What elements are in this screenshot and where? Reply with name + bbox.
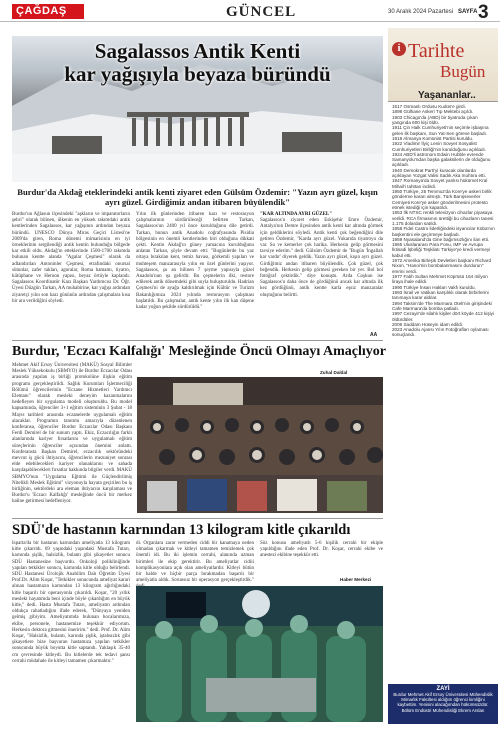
list-item: 1924 ABD'li astronom Edwin Hubble evrende Samanyolu'ndan başka galaksilerin de olduğunu açıkladı. <box>392 151 491 168</box>
surgery-team-photo <box>136 586 383 722</box>
article1-byline: AA <box>370 332 378 338</box>
section-title: GÜNCEL <box>226 4 297 20</box>
headline-sdu-kitle: SDÜ'de hastanın karnından 13 kilogram kitle çıkarıldı <box>12 522 351 538</box>
divider <box>12 518 383 519</box>
conference-audience-photo <box>137 377 383 513</box>
article3-column-1: Isparta'da bir hastanın karnından ameliyatla 13 kilogram kitle çıkarıldı. 69 yaşındaki yaşındaki Mustafa Tutarı, karnında şişlik, halsizlik, bulantı gibi şikayetler sonucu SDÜ Hastanesine başvurdu. Onkoloji polikliniğinde yapılan tetkikler sonucu, karnında kitle olduğu belirlendi. SDÜ Hastanesi Ürolojik Anabilim Dalı Öğretim Üyesi Prof.Dr. Alim Koşar, "Tetkikler sonucunda ameliyat karari alınan hastamızın karnından 13 kilogram ağırlığındaki kitle başarılı bir operasyonla çıkarıldı. Koşar, "20 yıllık mesleki hayatımda beni içinde böyle çıkardığım en büyük kitle," dedi. Hasta Mustafa Tutarı, ameliyatın ardından oldukça rahatladığını ifade ederek, "Dünyaya yeniden gelmiş gibiyim. Ameliyatımda bulunan hocalarımıza, ekibe, personele, hastanemize teşekkür ediyorum. Herkesin doktora gitmesini öneririm." dedi. Prof. Dr. Alim Koşar, "Halsizlik, bulantı, karında şişlik, iştahsızlık gibi şikayetlere bize başvuran hastamıza yapılan tetkikler sonucunda büyük boyutta kitle saptandı. Yaklaşık 35-40 cm çevresinde kitleydi. Bu kitlelerde tek tedavi şansı cerrahi müdahale ile kitleyi tamamen çıkarmaktır." <box>12 541 130 664</box>
page-label: SAYFA <box>458 9 478 15</box>
newspaper-logo: ÇAĞDAŞ <box>12 4 84 19</box>
headline-line-1: Sagalassos Antik Kenti <box>94 39 301 63</box>
article3-column-2: di. Organlara zarar vermeden ciddi bir kanamaya neden olmadan çıkarmak ve kitleyi tamamen temizlemek çok önemli idi. Bu iki işlemin cerrahi, alanında uzman birimleri ile ekip gerektirir. Bu ameliyatlar cidiii komplikasyonlara açık olan ameliyatlardır. Kitleyi bütün bir halde ve hiçbir parça bırakmadan başarılı bir ameliyatla aldık. Sorunsuz bir operasyon gerçekleştirdik." <box>136 541 254 584</box>
list-item: 1517 Osmanlı Ordusu Kudüs'e girdi. <box>392 104 466 109</box>
history-events-list <box>392 104 496 338</box>
divider <box>12 340 383 341</box>
bugun-title: Bugün <box>440 62 486 81</box>
list-item: 1959 Nyasaland'da Gine bağımsızlığını ilan etti. <box>392 236 490 242</box>
article1-column-1: Burdur'un Ağlasun ilçesindeki "aşkların ve imparatorların şehri" olarak bilinen, ülkenin en yüksek rakımdaki antik kentlerinden Sagalassos, kar yağışının ardından beyaza büründü. UNESCO Dünya Miras Geçici Listesi'ne 2009'da giren, Roma dönemi mimarisinin en iyi örneklerinin sergilendiği antik kentin bulunduğu bölgede kar etkili oldu. Akdağ'ın etteklerinde 1500-1700 rakımda bulunan kentte alanda "Agalar Çeşmesi" olarak da adlandırılan Antoninler Çeşmesi, etrafındaki onursal sütunlar, zafer takları, agoralar, Roma hamamı, tiyatro, kütüphane ve Heroon yapısı, beyaz örtüyle kaplandı. Sagalassos Koordinatör Kazı Başkan Yardımcısı Dr. Öğr. Üyesi Düzgün Tarkan, AA muhabirine, kar yağışı ardından ziyaretçi yılın son kazı gününün ardından çalışmalara kısa bir ara verildiğini söyledi. <box>12 212 130 304</box>
zayi-notice <box>388 684 498 724</box>
list-item: 1940 Demokrat Parti'yi kuracak olanlarda açıklayan Yozgat Valisi Sadık Aka muhtıra etti. <box>392 167 486 179</box>
list-item: 1958 Fidel Castro liderliğindeki isyancılar Küba'nın başkentini ele geçirmeye başladı. <box>392 226 495 237</box>
tarihte-bugun-header <box>388 28 498 102</box>
list-item: 1918 Almanya Komünist Partisi kuruldu. <box>392 135 474 141</box>
article3-column-3: Söz konusu ameliyatlı 5-6 kişilik cerrahi bir ekiple yapıldığını ifade eden Prof. Dr. Koşar, cerrahi ekibe ve anestezi ekibine teşekkür etti. <box>260 541 383 559</box>
headline-sagalassos <box>12 40 383 86</box>
list-item: 1993 İsrail ve Vatikan karşılıklı olarak birbirlerini tanımaya karar aldılar. <box>392 289 489 301</box>
list-item: 1911 Çin Halk Cumhuriyeti'nin seçimle işbaşına gelen ilk başkanı, Sun Yat-Sen göreve başladı. <box>392 125 489 136</box>
list-item: 1972 Amerika Birleşik Devletleri başkanı Richard Nixon, "Hanoi'nin bombalanmasını durdurun" emrini verdi. <box>392 258 492 274</box>
article3-byline: Haber Merkezi <box>340 577 372 582</box>
list-item: 1977 Fatih Sultan Mehmet Köprüsü 164 milyon liraya ihale edildi. <box>392 274 488 285</box>
subheadline-sagalassos: Burdur'da Akdağ eteklerindeki antik kenti ziyaret eden Gülsüm Özdemir: "Yazın ayrı güzel, kışın ayrı güzel. Girdiğimiz andan itibaren büyülendik" <box>17 187 378 207</box>
yasananlar-subtitle: Yaşananlar.. <box>418 90 476 101</box>
list-item: 1965 Uluslararası Para Fonu, IMF ve Avrupa İktisadi İşbirliği Teşkilatı Türkiye'ye kredi vermeyi kabul etti. <box>392 242 491 258</box>
list-item: 1903 Chicago'da (ABD) bir tiyatroda çıkan yangında 600 kişi öldü. <box>392 114 478 125</box>
article1-crosshead: "KAR ALTINDA AYRI GÜZEL" <box>260 212 333 217</box>
info-icon: i <box>392 42 406 56</box>
list-item: 1994 Taksim'de The Marmara Oteli'nin girişindeki Cafe Marmara'da bomba patladı. <box>392 300 492 311</box>
article1-column-3-text: Sagalassos'u ziyaret eden Eskişehir Emre Özdemir, Antalya'nın Demre ilçesinden antik kenti kar altında görmek için geldiklerini söyledi. Antik kenti çok beğendiğini dile getiren Özdemir, "Karda ayrı güzel. Yukarıda tiyatroyu da var. Su ve kemerler çok harika. Herkesin gelip görmesini tavsiye ederim." dedi. Gülsüm Özdemir de "Bugün 'İngallah kar vardır' diyerek geldik. Yazın ayrı güzel, kışın ayrı güzel. Girdiğimiz andan itibaren büyülendik. Çok güzel, çok beğendik. Herkesin gelip görmesi gereken bir yer. Bol bol fotoğraf çektirdik." diye konuştu. Arda Coşkun ise Sagalassos'u daha önce de gördüğünü ancak kar altında ilk kez gördüğünü, antik kentte karla eşsiz manzaralar oluştuğunu belirtti. <box>260 218 383 298</box>
list-item: 1997 Cezayir'de silahlı kişiler dört köyde 412 kişiyi öldürdüler. <box>392 311 494 322</box>
article2-column-1: Mehmet Akif Ersoy Üniversitesi (MAKÜ) Sosyal Bilimler Meslek Yüksekokulu (SBMYO) ile Burdur Eczacılar Odası arasında yapılan iş birliği protokolüne ilişkin eğitim programı gerçekleştirildi. Sağlık Kurumları İşletmeciliği Bölümü öğrencilerinin "Eczane Hizmetleri Yardımcı Elemanı" olarak mesleki deneyim kazanmalarını hedefleyen bir uygulama modeli oluşturuldu. Bu model kapsamında, öğrenciler 3+1 eğitim sisteminin 3 Şubat - 18 Mayıs tarihleri arasında eczanelerde uygulamalı eğitim alacaklar. Programın tanıtımı amacıyla düzenlenen konferansa, öğrenciler Burdur Eczacılar Odası Başkanı Ferdi Demirel de bir sunum yaptı. Ekiz, Eczacılığın farklı alanlarında kariyer fırsatlarını ve uygulamalı eğitim süreçlerinin öğrenciler açısından önemini anlattı. Konferansta Başkan Demirel, eczacılık sektöründeki mevcut iş gücü ihtiyacını, öğrencilerin mezuniyet sonrası elde edebilecekleri kariyer olanaklarını ve sahada karşılaşabilecekleri fırsatlar hakkında bilgiler verdi. MAKÜ SBMYO'nun "Uygulama Eğitimi ile Güçlendirilmiş Nitelikli Meslek Eğitimi" vizyonuyla hayata geçirilen bu iş birliğinin, sektördeki ara eleman ihtiyacını karşılaması ve Burdur'u 'Eczacı Kalfalığı' mesleğinde öncü bir merkez haline getirmesi hedefleniyor. <box>12 363 132 505</box>
zayi-title: ZAYİ <box>436 686 450 692</box>
page-number: 3 <box>478 2 489 23</box>
article1-column-2: Yılın ilk günlerinden itibaren kazı ve restorasyon çalışmalarının sürdürüleceği belirten Tarkan, Sagalassos'un 2400 yıl önce kurulduğunu dile getirdi. Tarkan, bunun antik Anadolu coğrafyasında Pisidia bölgesinin en önemli kentlerinden biri olduğuna dikkati çekti. Kentin Akdağ'ın güney yamacına kurulduğunu anlatan Tarkan, şöyle devam etti: "Bugünlerde bu yaz ortaya bırakılan kent, temiz havası, görkemli yapıları ve muhteşem manzarasıyla yılın en özel günlerini yaşıyor. Sagalassos, şu an bilinen 7 şeyme yapısıyla güzel Anadolu'nun ışı gelirdir. Bu çeşmelerin ilki, restore edilerek antik dönemdeki gibi suyla buluşturuldu. Hadrian Çeşmesi'ni de ayağa kaldırılmak için Kültür ve Turizm Bakanlığımıza 2024 yılında restorasyon çalışması başlatıldı. Bu çalışmalar, antik kente yılın ilk kan düşene kadar yoğun şekilde sürdürüldü." <box>136 212 254 311</box>
list-item: 1953 İlk NTSC renkli televizyon cihazlar piyasaya verildi. RCA firmasının ürettiği bu cihazların tanesi 1.175 dolardan satıldı. <box>392 210 494 226</box>
list-item: 1990 Türkiye İnsan Hakları Vakfı kuruldu. <box>392 284 476 290</box>
list-item: 1950 Türkiye, 25 Temmuz'da Kore'ye askeri birlik gönderme kararı almıştı. Türk Barışseverler Cemiyeti Kore'ye asker gönderilmesini protesto etmek istediği için kapatıldı. <box>392 189 492 210</box>
list-item: 2006 Saddam Hüseyin idam edildi. <box>392 321 463 327</box>
list-item: 1898 Gülhane Askeri Tıp Mektebi açıldı. <box>392 109 474 115</box>
article2-byline: Zuhal Daldal <box>320 370 348 375</box>
headline-eczaci-kalfaligi: Burdur, 'Eczacı Kalfalığı' Mesleğinde Öncü Olmayı Amaçlıyor <box>12 344 386 359</box>
list-item: 2023 Anadolu Ajansı Yılın Fotoğrafları oylaması sonuçlandı. <box>392 327 489 338</box>
list-item: 1922 Vladimir İlyiç Lenin Sovyet Sosyalist Cumhuriyetleri Birliği'nin kurulduğunu açıkladı. <box>392 141 487 152</box>
list-item: 1947 Romanya'da Sovyet yanlısı hükümet Kral Mihail'i tahttan indirdi. <box>392 178 488 189</box>
headline-line-2: kar yağışıyla beyaza büründü <box>64 62 331 86</box>
article1-column-3 <box>260 212 383 332</box>
zayi-body: Burdur Mehmet Akif Ersoy Üniversitesi Mühendislik Mimarlık Fakültesi aldığım öğrenci kimliğini kaybettim. Yenisini alacağımdan hükümsüzdür. Bölüm Endüstri Mühendisliği Ekrem Arslan <box>393 692 493 713</box>
issue-date: 30 Aralık 2024 Pazartesi <box>388 9 454 15</box>
tarihte-title: Tarihte <box>408 40 465 62</box>
